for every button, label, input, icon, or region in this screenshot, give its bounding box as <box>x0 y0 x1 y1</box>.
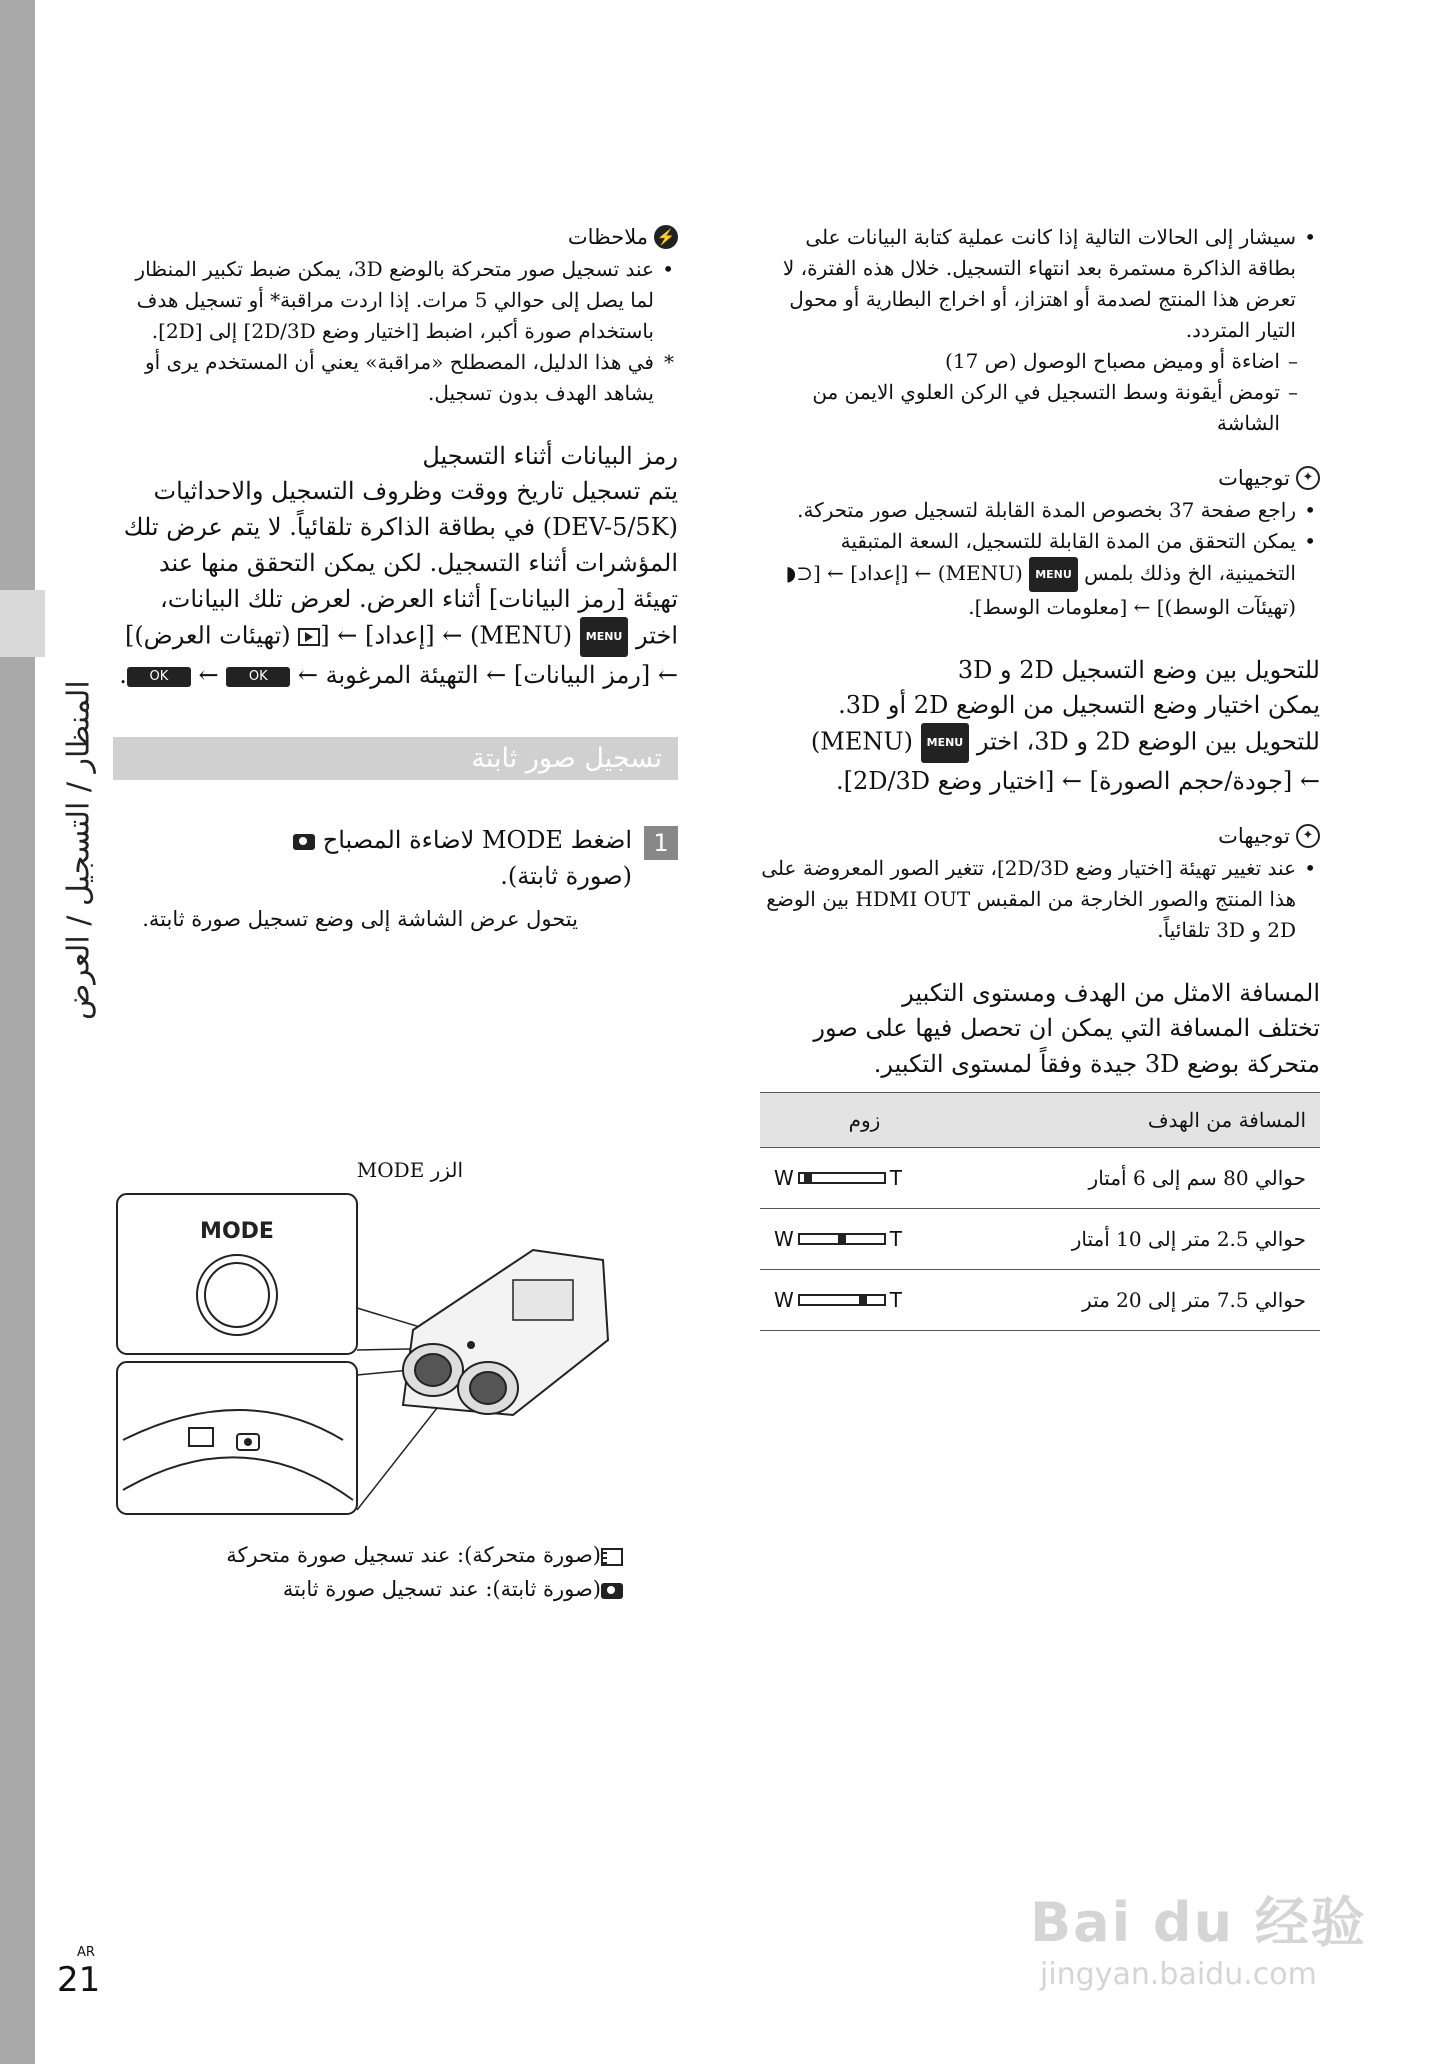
legend-photo: (صورة ثابتة): عند تسجيل صورة ثابتة <box>113 1572 623 1606</box>
row-distance: حوالي 80 سم إلى 6 أمتار <box>969 1148 1320 1209</box>
zoom-w-label: W <box>774 1227 794 1251</box>
menu-button-icon: MENU <box>580 617 629 657</box>
zoom-t-label: T <box>889 1227 902 1251</box>
still-images-section-bar: تسجيل صور ثابتة <box>113 737 678 780</box>
figure-legend <box>113 1538 623 1606</box>
menu-button-icon: MENU <box>921 723 970 763</box>
tips2-bullet-1: • عند تغيير تهيئة [اختيار وضع 2D/3D]، تتغير الصور المعروضة على هذا المنتج والصور الخارجة من المقبس HDMI OUT بين الوضع 2D و 3D تلقائياً. <box>760 853 1320 946</box>
step-1-text-b: (صورة ثابتة). <box>500 862 632 890</box>
warning-dash-2: – تومض أيقونة وسط التسجيل في الركن العلوي الايمن من الشاشة <box>760 377 1320 439</box>
data-code-title: رمز البيانات أثناء التسجيل <box>422 442 678 470</box>
tips1-bullet-2: • يمكن التحقق من المدة القابلة للتسجيل، السعة المتبقية التخمينية، الخ وذلك بلمس MENU (MENU) ← [إعداد] ← [⊂◗ (تهيئآت الوسط)] ← [معلومات الوسط]. <box>760 526 1320 623</box>
distance-title: المسافة الامثل من الهدف ومستوى التكبير <box>902 979 1320 1007</box>
data-code-paragraph: يتم تسجيل تاريخ ووقت وظروف التسجيل والاحداثيات (DEV-5/5K) في بطاقة الذاكرة تلقائياً. لا يتم عرض تلك المؤشرات أثناء التسجيل. لكن يمكن التحقق منها عند تهيئة [رمز البيانات] أثناء العرض. لعرض تلك البيانات، اختر MENU (MENU) ← [إعداد] ← [ (تهيئات العرض)] ← [رمز البيانات] ← التهيئة المرغوبة ← OK ← OK. <box>119 477 678 689</box>
notes-bullet-1: • عند تسجيل صور متحركة بالوضع 3D، يمكن ضبط تكبير المنظار لما يصل إلى حوالي 5 مرات. إذا اردت مراقبة* أو تسجيل هدف باستخدام صورة أكبر، اضبط [اختيار وضع 2D/3D] إلى [2D]. <box>113 254 678 347</box>
zoom-bar <box>774 1288 902 1312</box>
step-1-text: اضغط MODE لاضاءة المصباح <box>293 822 632 858</box>
left-column <box>113 222 678 935</box>
row-zoom-indicator <box>760 1148 969 1209</box>
zoom-level-marker <box>838 1235 846 1243</box>
zoom-bar <box>774 1227 902 1251</box>
camera-icon <box>601 1583 623 1599</box>
zoom-track <box>798 1233 886 1245</box>
media-settings-icon: ⊂◗ <box>785 561 813 585</box>
write-warning-bullet: • سيشار إلى الحالات التالية إذا كانت عملية كتابة البيانات على بطاقة الذاكرة مستمرة بعد انتهاء التسجيل. خلال هذه الفترة، لا تعرض هذا المنتج لصدمة أو اهتزاز، أو اخراج البطارية أو محول التيار المتردد. <box>760 222 1320 346</box>
figure-mode-label: MODE <box>200 1219 274 1244</box>
sidebar-tab-marker <box>0 590 45 657</box>
camcorder-illustration <box>113 1190 623 1520</box>
figure-caption: الزر MODE <box>356 1158 463 1182</box>
zoom-t-label: T <box>889 1288 902 1312</box>
tips-heading-2: ✦ توجيهات <box>760 821 1320 851</box>
zoom-distance-table <box>760 1092 1320 1331</box>
film-icon <box>601 1548 623 1566</box>
table-row <box>760 1270 1320 1331</box>
zoom-w-label: W <box>774 1288 794 1312</box>
zoom-track <box>798 1294 886 1306</box>
page-lang: AR <box>77 1945 95 1960</box>
tips1-bullet-1: • راجع صفحة 37 بخصوص المدة القابلة لتسجيل صور متحركة. <box>760 495 1320 526</box>
lightning-note-icon: ⚡ <box>654 225 678 249</box>
step-1 <box>113 822 678 894</box>
table-head-distance: المسافة من الهدف <box>969 1093 1320 1148</box>
switch-2d3d-p3: ← [جودة/حجم الصورة] ← [اختيار وضع 2D/3D]. <box>835 767 1320 795</box>
watermark-brand: Bai du 经验 <box>1030 1891 1367 1954</box>
zoom-t-label: T <box>889 1166 902 1190</box>
step-1-sub: يتحول عرض الشاشة إلى وضع تسجيل صورة ثابتة. <box>142 907 578 931</box>
tips-heading-1 <box>760 463 1320 493</box>
table-row <box>760 1209 1320 1270</box>
page-num-value: 21 <box>57 1960 101 2000</box>
zoom-w-label: W <box>774 1166 794 1190</box>
distance-paragraph: تختلف المسافة التي يمكن ان تحصل فيها على صور متحركة بوضع 3D جيدة وفقاً لمستوى التكبير. <box>813 1014 1320 1078</box>
zoom-track <box>798 1172 886 1184</box>
camera-icon <box>293 834 315 850</box>
row-zoom-indicator <box>760 1209 969 1270</box>
row-zoom-indicator <box>760 1270 969 1331</box>
warning-dash-1: – اضاءة أو وميض مصباح الوصول (ص 17) <box>760 346 1320 377</box>
switch-2d3d-title: للتحويل بين وضع التسجيل 2D و 3D <box>957 656 1320 684</box>
ok-button-icon: OK <box>127 667 191 687</box>
zoom-level-marker <box>859 1296 867 1304</box>
legend-movie: (صورة متحركة): عند تسجيل صورة متحركة <box>113 1538 623 1572</box>
switch-2d3d-p1: يمكن اختيار وضع التسجيل من الوضع 2D أو 3D. <box>838 691 1320 719</box>
menu-button-icon: MENU <box>1029 557 1078 592</box>
playback-icon <box>298 628 320 646</box>
watermark-url: jingyan.baidu.com <box>1040 1957 1317 1992</box>
mode-button-figure <box>113 1158 623 1520</box>
row-distance: حوالي 2.5 متر إلى 10 أمتار <box>969 1209 1320 1270</box>
table-head-zoom: زوم <box>760 1093 969 1148</box>
zoom-bar <box>774 1166 902 1190</box>
right-column <box>760 222 1320 1331</box>
notes-footnote: * في هذا الدليل، المصطلح «مراقبة» يعني أن المستخدم يرى أو يشاهد الهدف بدون تسجيل. <box>113 347 678 409</box>
switch-2d3d-p2: للتحويل بين الوضع 2D و 3D، اختر MENU (MENU) <box>760 723 1320 763</box>
page-number <box>57 1945 100 2000</box>
sidebar-strip <box>0 0 35 2064</box>
tips-heading-label: توجيهات <box>1218 466 1290 490</box>
notes-heading: ⚡ ملاحظات <box>113 222 678 252</box>
lightbulb-icon: ✦ <box>1296 824 1320 848</box>
lightbulb-icon: ✦ <box>1296 466 1320 490</box>
zoom-level-marker <box>804 1174 812 1182</box>
table-row <box>760 1148 1320 1209</box>
row-distance: حوالي 7.5 متر إلى 20 متر <box>969 1270 1320 1331</box>
ok-button-icon: OK <box>226 667 290 687</box>
step-number: 1 <box>644 826 678 860</box>
baidu-watermark <box>1030 1880 1380 2030</box>
section-title-vertical: المنظار / التسجيل / العرض <box>61 680 97 1020</box>
